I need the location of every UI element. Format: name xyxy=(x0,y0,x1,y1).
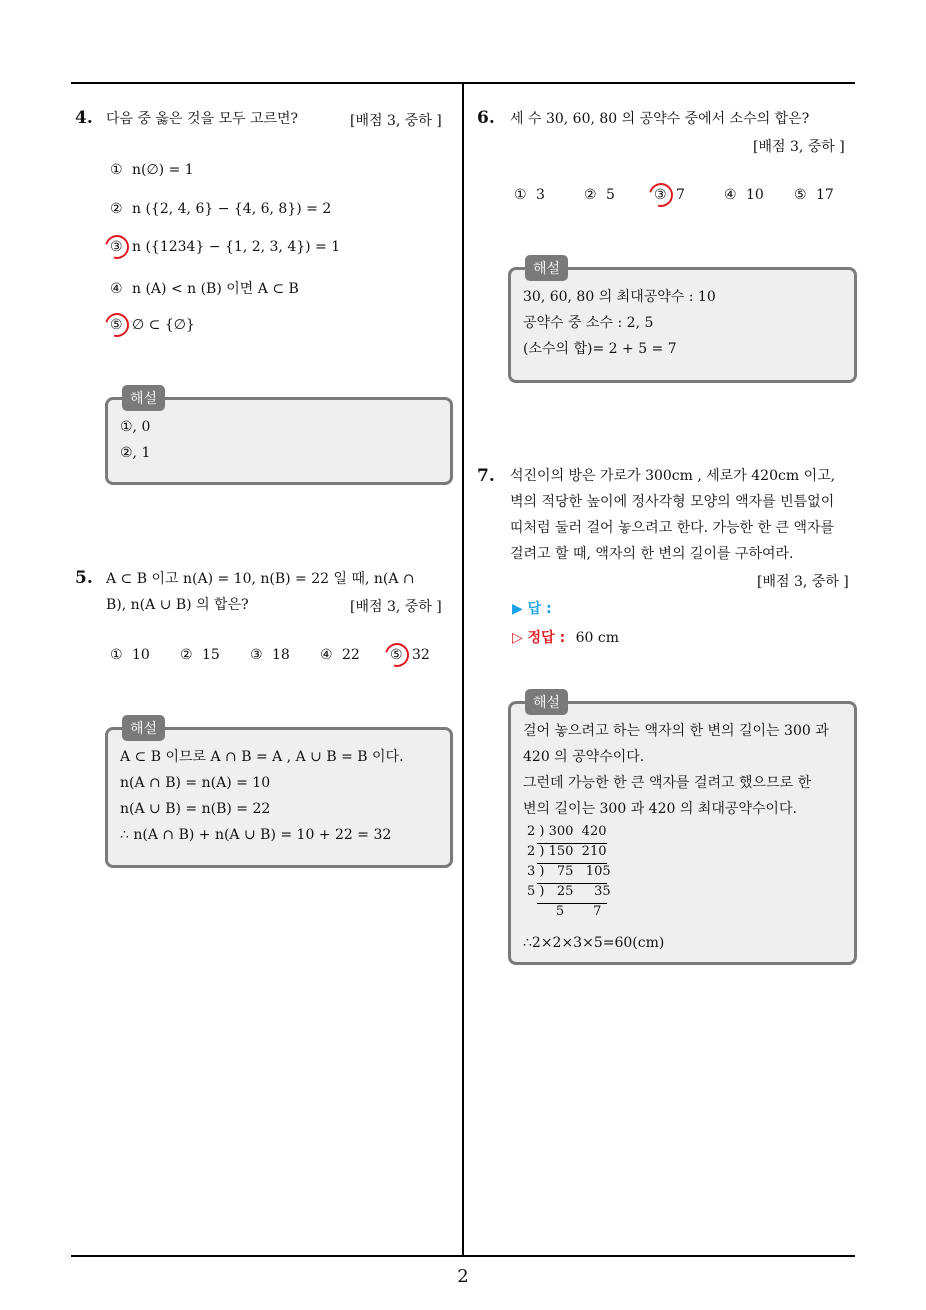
solution-tag: 해설 xyxy=(122,715,165,741)
q7-text-line: 띠처럼 둘러 걸어 놓으려고 한다. 가능한 한 큰 액자를 xyxy=(510,520,835,536)
division-row: 3 ) 75 105 xyxy=(527,864,844,884)
option-text: n (A) < n (B) 이면 A ⊂ B xyxy=(132,281,299,297)
q5-option-1[interactable] xyxy=(110,647,150,663)
q6-solution-box xyxy=(508,261,857,383)
solution-line: ∴ n(A ∩ B) + n(A ∪ B) = 10 + 22 = 32 xyxy=(120,827,392,843)
q7-score: [배점 3, 중하 ] xyxy=(757,574,849,590)
q5-score: [배점 3, 중하 ] xyxy=(350,599,442,615)
option-text: 7 xyxy=(676,187,685,203)
option-marker: ⑤ xyxy=(794,187,807,203)
q6-text: 세 수 30, 60, 80 의 공약수 중에서 소수의 합은? xyxy=(510,111,810,127)
answer-input-row[interactable] xyxy=(512,598,552,618)
q6-option-5[interactable] xyxy=(794,187,834,203)
solution-line: ①, 0 xyxy=(120,419,151,435)
solution-line: 공약수 중 소수 : 2, 5 xyxy=(523,315,654,331)
column-divider xyxy=(462,82,464,1257)
q4-option-3[interactable] xyxy=(110,239,340,255)
q7-text-line: 석진이의 방은 가로가 300cm , 세로가 420cm 이고, xyxy=(510,468,836,484)
option-text: ∅ ⊂ {∅} xyxy=(132,317,195,333)
solution-line: (소수의 합)= 2 + 5 = 7 xyxy=(523,341,677,357)
q4-number: 4. xyxy=(75,108,93,128)
option-text: 17 xyxy=(816,187,834,203)
solution-line: A ⊂ B 이므로 A ∩ B = A , A ∪ B = B 이다. xyxy=(120,749,404,765)
q6-score: [배점 3, 중하 ] xyxy=(753,139,845,155)
q5-number: 5. xyxy=(75,568,93,588)
division-row: 5 ) 25 35 xyxy=(527,884,844,904)
solution-line: 그런데 가능한 한 큰 액자를 걸려고 했으므로 한 xyxy=(523,775,812,791)
option-marker: ① xyxy=(110,162,123,178)
q4-score: [배점 3, 중하 ] xyxy=(350,113,442,129)
q5-text-line2: B), n(A ∪ B) 의 합은? xyxy=(106,597,249,613)
option-marker: ③ xyxy=(654,187,667,203)
q7-text-line: 걸려고 할 때, 액자의 한 변의 길이를 구하여라. xyxy=(510,546,794,562)
q7-text xyxy=(510,463,835,567)
q4-text: 다음 중 옳은 것을 모두 고르면? xyxy=(106,111,299,127)
option-text: 5 xyxy=(606,187,615,203)
option-text: 15 xyxy=(202,647,220,663)
option-marker: ② xyxy=(110,201,123,217)
option-marker: ⑤ xyxy=(110,317,123,333)
option-marker: ① xyxy=(110,647,123,663)
selected-answer-ring xyxy=(101,231,134,264)
option-text: 18 xyxy=(272,647,290,663)
q7-text-line: 벽의 적당한 높이에 정사각형 모양의 액자를 빈틈없이 xyxy=(510,494,835,510)
option-text: 10 xyxy=(132,647,150,663)
q7-number: 7. xyxy=(477,466,495,486)
correct-answer-value: 60 cm xyxy=(575,630,620,646)
option-text: 32 xyxy=(412,647,430,663)
q5-option-4[interactable] xyxy=(320,647,360,663)
q7-solution-box xyxy=(508,695,857,965)
q6-number: 6. xyxy=(477,108,495,128)
option-text: n ({1234} − {1, 2, 3, 4}) = 1 xyxy=(132,239,341,255)
solution-line: 420 의 공약수이다. xyxy=(523,749,645,765)
division-ladder xyxy=(527,824,844,924)
q4-option-1[interactable] xyxy=(110,162,194,178)
solution-tag: 해설 xyxy=(122,385,165,411)
option-text: n(∅) = 1 xyxy=(132,162,194,178)
option-text: 22 xyxy=(342,647,360,663)
q5-text-line1: A ⊂ B 이고 n(A) = 10, n(B) = 22 일 때, n(A ∩ xyxy=(106,571,415,587)
q5-option-3[interactable] xyxy=(250,647,290,663)
solution-line: 변의 길이는 300 과 420 의 최대공약수이다. xyxy=(523,801,797,817)
solution-line: n(A ∩ B) = n(A) = 10 xyxy=(120,775,271,791)
answer-label: ▶ 답 : xyxy=(512,601,552,617)
q6-option-4[interactable] xyxy=(724,187,764,203)
q6-option-2[interactable] xyxy=(584,187,615,203)
q5-option-2[interactable] xyxy=(180,647,220,663)
solution-tag: 해설 xyxy=(525,255,568,281)
correct-answer-label: ▷ 정답 : xyxy=(512,630,566,646)
q4-option-2[interactable] xyxy=(110,201,331,217)
q4-solution-box xyxy=(105,391,453,485)
option-text: 10 xyxy=(746,187,764,203)
option-marker: ② xyxy=(584,187,597,203)
option-text: n ({2, 4, 6} − {4, 6, 8}) = 2 xyxy=(132,201,332,217)
correct-answer-row xyxy=(512,627,619,647)
selected-answer-ring xyxy=(645,179,678,212)
solution-line: 걸어 놓으려고 하는 액자의 한 변의 길이는 300 과 xyxy=(523,723,829,739)
q4-option-4[interactable] xyxy=(110,278,299,298)
option-marker: ② xyxy=(180,647,193,663)
option-marker: ④ xyxy=(320,647,333,663)
solution-line: 30, 60, 80 의 최대공약수 : 10 xyxy=(523,289,716,305)
solution-line: ②, 1 xyxy=(120,445,151,461)
solution-tag: 해설 xyxy=(525,689,568,715)
selected-answer-ring xyxy=(381,639,414,672)
q6-option-1[interactable] xyxy=(514,187,545,203)
option-marker: ⑤ xyxy=(390,647,403,663)
option-marker: ③ xyxy=(250,647,263,663)
option-marker: ③ xyxy=(110,239,123,255)
conclusion-line: ∴2×2×3×5=60(cm) xyxy=(523,935,665,951)
option-text: 3 xyxy=(536,187,545,203)
solution-line: n(A ∪ B) = n(B) = 22 xyxy=(120,801,271,817)
division-row: 2 ) 150 210 xyxy=(527,844,844,864)
option-marker: ④ xyxy=(724,187,737,203)
q5-solution-box xyxy=(105,721,453,868)
selected-answer-ring xyxy=(101,309,134,342)
page-number: 2 xyxy=(457,1266,469,1287)
division-row: 2 ) 300 420 xyxy=(527,824,844,844)
division-row: 5 7 xyxy=(527,904,602,919)
option-marker: ④ xyxy=(110,281,123,297)
option-marker: ① xyxy=(514,187,527,203)
